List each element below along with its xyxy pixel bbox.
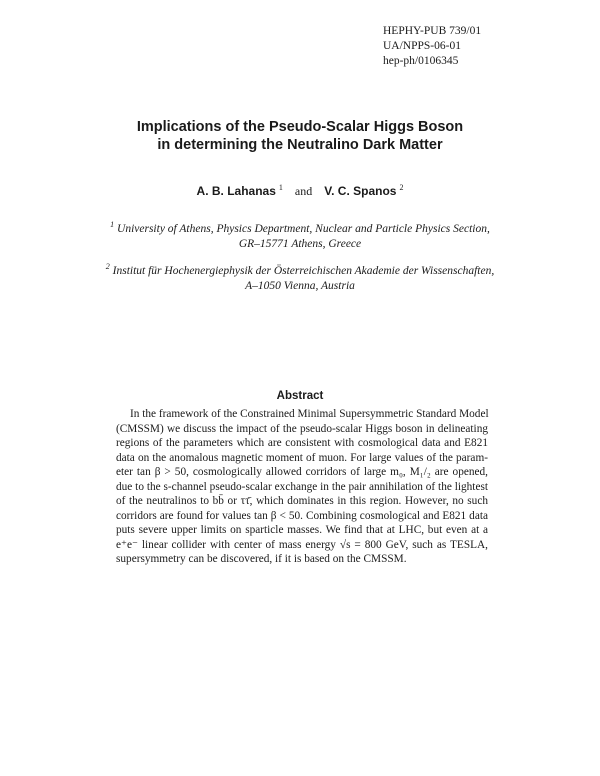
author-name: A. B. Lahanas <box>196 184 276 198</box>
affiliation-line <box>0 264 600 279</box>
abstract-line: In the framework of the Constrained Minimal Supersymmetric Standard Model <box>130 408 489 420</box>
affiliation <box>0 264 600 294</box>
affiliation-text: Institut für Hochenergiephysik der Österreichischen Akademie der Wissenschaften, <box>112 265 495 277</box>
author-list <box>0 184 600 199</box>
abstract-line: (CMSSM) we discuss the impact of the pseudo-scalar Higgs boson in delineating <box>116 422 488 435</box>
affiliation-line: A–1050 Vienna, Austria <box>245 280 355 292</box>
affiliation-mark: 1 <box>278 183 283 192</box>
author-name: V. C. Spanos <box>324 184 397 198</box>
report-number: UA/NPPS-06-01 <box>383 40 461 52</box>
author-conjunction: and <box>294 184 313 198</box>
abstract-heading: Abstract <box>276 390 324 402</box>
paper-title <box>0 118 600 154</box>
affiliation-mark: 2 <box>105 262 110 271</box>
abstract-line: regions of the parameters which are consistent with cosmological data and E821 <box>116 437 488 449</box>
abstract-line: due to the s-channel pseudo-scalar exchange in the pair annihilation of the lightest <box>116 480 488 493</box>
affiliation <box>0 222 600 252</box>
title-line: in determining the Neutralino Dark Matter <box>157 137 443 153</box>
abstract-line: puts severe upper limits on sparticle masses. We find that at LHC, but even at a <box>116 524 488 536</box>
abstract-line: data on the anomalous magnetic moment of muon. For large values of the param- <box>116 451 488 464</box>
abstract-line: eter tan β > 50, cosmologically allowed corridors of large m₀, M₁/₂ are opened, <box>116 466 488 478</box>
report-number: HEPHY-PUB 739/01 <box>383 25 482 37</box>
affiliation-line <box>0 222 600 237</box>
abstract-line: corridors are found for values tan β < 50. Combining cosmological and E821 data <box>116 509 488 522</box>
abstract-line: e⁺e⁻ linear collider with center of mass energy √s = 800 GeV, such as TESLA, <box>116 538 488 551</box>
affiliation-mark: 1 <box>110 220 115 229</box>
title-line: Implications of the Pseudo-Scalar Higgs Boson <box>136 119 464 135</box>
abstract-line: supersymmetry can be discovered, if it is based on the CMSSM. <box>116 553 407 565</box>
abstract-line: of the neutralinos to bb̄ or ττ̄, which dominates in this region. However, no such <box>116 495 488 507</box>
affiliation-mark: 2 <box>399 183 404 192</box>
abstract-body <box>116 407 488 567</box>
preprint-number-block <box>383 24 481 69</box>
affiliation-text: University of Athens, Physics Department, Nuclear and Particle Physics Section, <box>117 223 490 235</box>
affiliation-line: GR–15771 Athens, Greece <box>238 238 362 250</box>
arxiv-identifier: hep-ph/0106345 <box>383 55 459 67</box>
